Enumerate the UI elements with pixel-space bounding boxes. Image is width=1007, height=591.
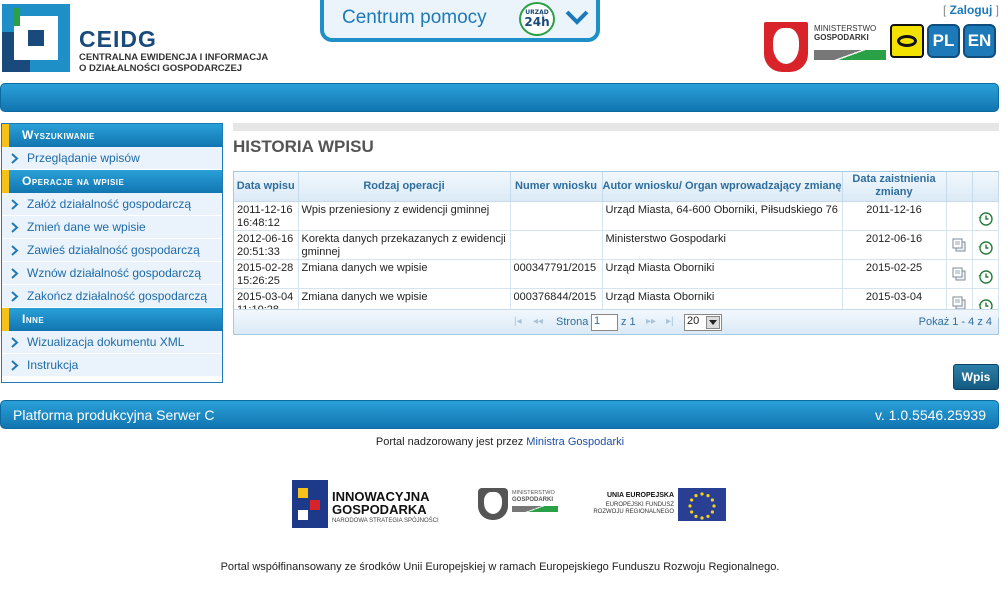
accessibility-eye-icon[interactable]: [890, 24, 924, 58]
cell-history-action: [972, 230, 998, 259]
cell-copy-action: [946, 259, 972, 288]
top-nav-bar: [0, 83, 999, 112]
cell-entry-date: 2011-12-16 16:48:12: [234, 201, 298, 230]
page-count: z 1: [621, 316, 636, 328]
entry-button[interactable]: Wpis: [953, 364, 999, 390]
cell-entry-date: 2012-06-16 20:51:33: [234, 230, 298, 259]
cell-change-date: 2015-02-25: [842, 259, 946, 288]
sidebar-item-start-business[interactable]: Załóż działalność gospodarczą: [2, 193, 222, 216]
page-title: HISTORIA WPISU: [233, 137, 374, 156]
ministry-link[interactable]: Ministra Gospodarki: [526, 436, 625, 448]
table-row[interactable]: [234, 201, 998, 230]
cell-operation: Korekta danych przekazanych z ewidencji gminnej: [298, 230, 510, 259]
help-center-label[interactable]: Centrum pomocy: [342, 7, 487, 28]
copy-document-icon[interactable]: [952, 238, 966, 252]
chevron-right-icon: [11, 199, 19, 210]
lang-pl-button[interactable]: PL: [927, 24, 960, 58]
first-page-icon[interactable]: |◂: [514, 316, 522, 327]
ministry-logo[interactable]: MINISTERSTWO GOSPODARKI: [814, 24, 886, 64]
sidebar-item-suspend-business[interactable]: Zawieś działalność gospodarczą: [2, 239, 222, 262]
cell-copy-action: [946, 230, 972, 259]
sidebar-item-close-business[interactable]: Zakończ działalność gospodarczą: [2, 285, 222, 308]
cell-application-number: 000347791/2015: [510, 259, 602, 288]
page-size-select[interactable]: 20: [684, 314, 722, 331]
supervised-note: Portal nadzorowany jest przez Ministra Gospodarki: [375, 436, 625, 448]
chevron-right-icon: [11, 337, 19, 348]
page-label: Strona: [556, 316, 589, 328]
copy-document-icon[interactable]: [952, 296, 966, 310]
sidebar-item-resume-business[interactable]: Wznów działalność gospodarczą: [2, 262, 222, 285]
history-clock-icon[interactable]: [978, 240, 993, 255]
cell-operation: Zmiana danych we wpisie: [298, 259, 510, 288]
cell-application-number: [510, 230, 602, 259]
cell-change-date: 2015-03-04: [842, 288, 946, 317]
cell-entry-date: 2015-02-28 15:26:25: [234, 259, 298, 288]
next-page-icon[interactable]: ▸▸: [646, 316, 657, 327]
cofinancing-note: Portal współfinansowany ze środków Unii Europejskiej w ramach Europejskiego Funduszu Rozwoju Regionalnego.: [220, 561, 780, 573]
lang-en-button[interactable]: EN: [963, 24, 996, 58]
sidebar-section-operations: Operacje na wpisie: [2, 170, 222, 193]
cell-author: Urząd Miasta Oborniki: [602, 259, 842, 288]
page-number-input[interactable]: 1: [591, 314, 618, 331]
cell-change-date: 2012-06-16: [842, 230, 946, 259]
sidebar-item-browse-entries[interactable]: Przeglądanie wpisów: [2, 147, 222, 170]
brand-title: CEIDG: [79, 26, 157, 52]
column-header-entry-date[interactable]: Data wpisu: [234, 172, 298, 201]
view-records-info: Pokaż 1 - 4 z 4: [918, 316, 992, 328]
chevron-right-icon: [11, 222, 19, 233]
history-clock-icon[interactable]: [978, 269, 993, 284]
ministry-footer-logo[interactable]: MINISTERSTWO GOSPODARKI: [478, 488, 560, 522]
sidebar-section-search: Wyszukiwanie: [2, 124, 222, 147]
cell-application-number: 000376844/2015: [510, 288, 602, 317]
cell-history-action: [972, 259, 998, 288]
ceidg-logo[interactable]: [2, 4, 70, 72]
cell-operation: Wpis przeniesiony z ewidencji gminnej: [298, 201, 510, 230]
table-row[interactable]: [234, 230, 998, 259]
innovative-economy-logo[interactable]: INNOWACYJNA GOSPODARKA NARODOWA STRATEGIA SPÓJNOŚCI: [292, 478, 452, 530]
chevron-right-icon: [11, 291, 19, 302]
poland-emblem-icon: [764, 22, 808, 72]
platform-label: Platforma produkcyjna Serwer C: [13, 407, 215, 423]
copy-document-icon[interactable]: [952, 267, 966, 281]
sidebar-item-change-data[interactable]: Zmień dane we wpisie: [2, 216, 222, 239]
column-header-application-number[interactable]: Numer wniosku: [510, 172, 602, 201]
cell-application-number: [510, 201, 602, 230]
cell-author: Urząd Miasta Oborniki: [602, 288, 842, 317]
cell-author: Ministerstwo Gospodarki: [602, 230, 842, 259]
chevron-right-icon: [11, 360, 19, 371]
prev-page-icon[interactable]: ◂◂: [533, 316, 544, 327]
cell-history-action: [972, 201, 998, 230]
chevron-right-icon: [11, 268, 19, 279]
content-top-strip: [233, 123, 999, 131]
office-24h-badge: URZĄD 24h: [519, 2, 555, 36]
sidebar: [1, 123, 223, 383]
history-clock-icon[interactable]: [978, 211, 993, 226]
column-header-action2: [972, 172, 998, 201]
last-page-icon[interactable]: ▸|: [666, 316, 674, 327]
table-row[interactable]: [234, 259, 998, 288]
column-header-change-date[interactable]: Data zaistnienia zmiany: [842, 172, 946, 201]
chevron-right-icon: [11, 153, 19, 164]
version-label: v. 1.0.5546.25939: [874, 407, 986, 423]
column-header-operation[interactable]: Rodzaj operacji: [298, 172, 510, 201]
column-header-action1: [946, 172, 972, 201]
cell-operation: Zmiana danych we wpisie: [298, 288, 510, 317]
eu-fund-logo[interactable]: UNIA EUROPEJSKA EUROPEJSKI FUNDUSZ ROZWOJU REGIONALNEGO: [590, 488, 730, 524]
cell-copy-action: [946, 201, 972, 230]
chevron-right-icon: [11, 245, 19, 256]
sidebar-item-instructions[interactable]: Instrukcja: [2, 354, 222, 377]
footer-bar: [0, 400, 999, 429]
cell-change-date: 2011-12-16: [842, 201, 946, 230]
login-link[interactable]: [ Zaloguj ]: [942, 3, 999, 17]
dropdown-arrow-icon: [706, 316, 720, 329]
brand-subtitle: CENTRALNA EWIDENCJA I INFORMACJA O DZIAŁALNOŚCI GOSPODARCZEJ: [79, 52, 269, 74]
history-table: [233, 171, 999, 335]
cell-author: Urząd Miasta, 64-600 Oborniki, Piłsudskiego 76: [602, 201, 842, 230]
chevron-down-icon[interactable]: [564, 4, 590, 30]
column-header-author[interactable]: Autor wniosku/ Organ wprowadzający zmianę: [602, 172, 842, 201]
sidebar-section-other: Inne: [2, 308, 222, 331]
cell-entry-date: 2015-03-04: [234, 288, 298, 317]
help-center-panel[interactable]: [320, 0, 600, 42]
eu-flag-icon: [678, 488, 726, 521]
sidebar-item-xml-visualization[interactable]: Wizualizacja dokumentu XML: [2, 331, 222, 354]
table-pager: [234, 309, 998, 334]
